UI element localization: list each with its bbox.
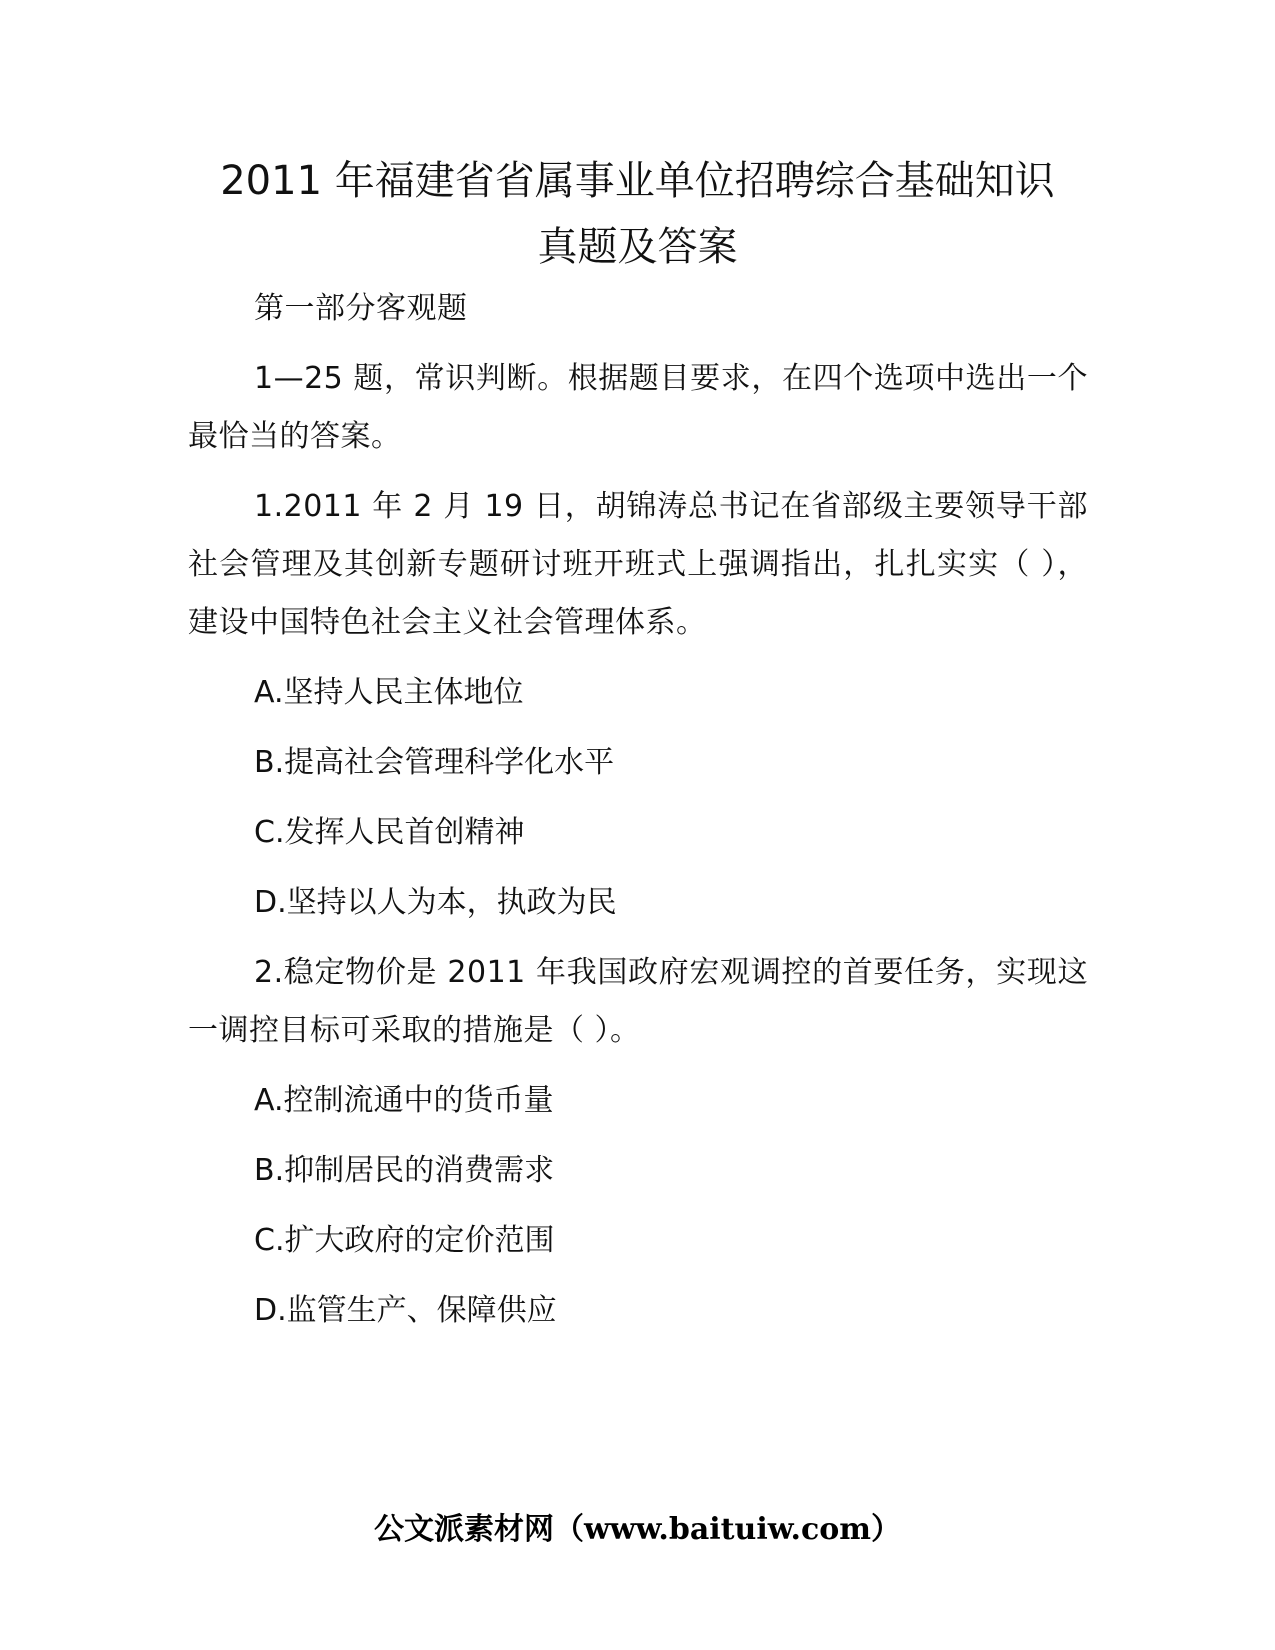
question-2-option-d: D.监管生产、保障供应 bbox=[254, 1293, 557, 1328]
document-body bbox=[188, 280, 1088, 1352]
question-2-option-c: C.扩大政府的定价范围 bbox=[254, 1223, 555, 1258]
instructions-paragraph: 1—25 题，常识判断。根据题目要求，在四个选项中选出一个最恰当的答案。 bbox=[188, 361, 1088, 454]
question-1-option-b: B.提高社会管理科学化水平 bbox=[254, 745, 615, 780]
title-line-1: 2011 年福建省省属事业单位招聘综合基础知识 bbox=[220, 158, 1055, 204]
question-2-option-b: B.抑制居民的消费需求 bbox=[254, 1153, 555, 1188]
question-2 bbox=[188, 944, 1088, 1340]
question-1-option-c: C.发挥人民首创精神 bbox=[254, 815, 525, 850]
question-1 bbox=[188, 478, 1088, 932]
question-1-option-d: D.坚持以人为本，执政为民 bbox=[254, 885, 617, 920]
title-line-2: 真题及答案 bbox=[537, 224, 738, 270]
section-heading: 第一部分客观题 bbox=[254, 291, 468, 326]
question-2-stem: 2.稳定物价是 2011 年我国政府宏观调控的首要任务，实现这一调控目标可采取的措施是（ ）。 bbox=[188, 955, 1088, 1048]
question-1-option-a: A.坚持人民主体地位 bbox=[254, 675, 524, 710]
document-title bbox=[160, 148, 1115, 280]
question-1-stem: 1.2011 年 2 月 19 日，胡锦涛总书记在省部级主要领导干部社会管理及其创新专题研讨班开班式上强调指出，扎扎实实（ ），建设中国特色社会主义社会管理体系。 bbox=[188, 489, 1088, 640]
footer-watermark: 公文派素材网（www.baituiw.com） bbox=[373, 1512, 902, 1547]
question-2-option-a: A.控制流通中的货币量 bbox=[254, 1083, 554, 1118]
